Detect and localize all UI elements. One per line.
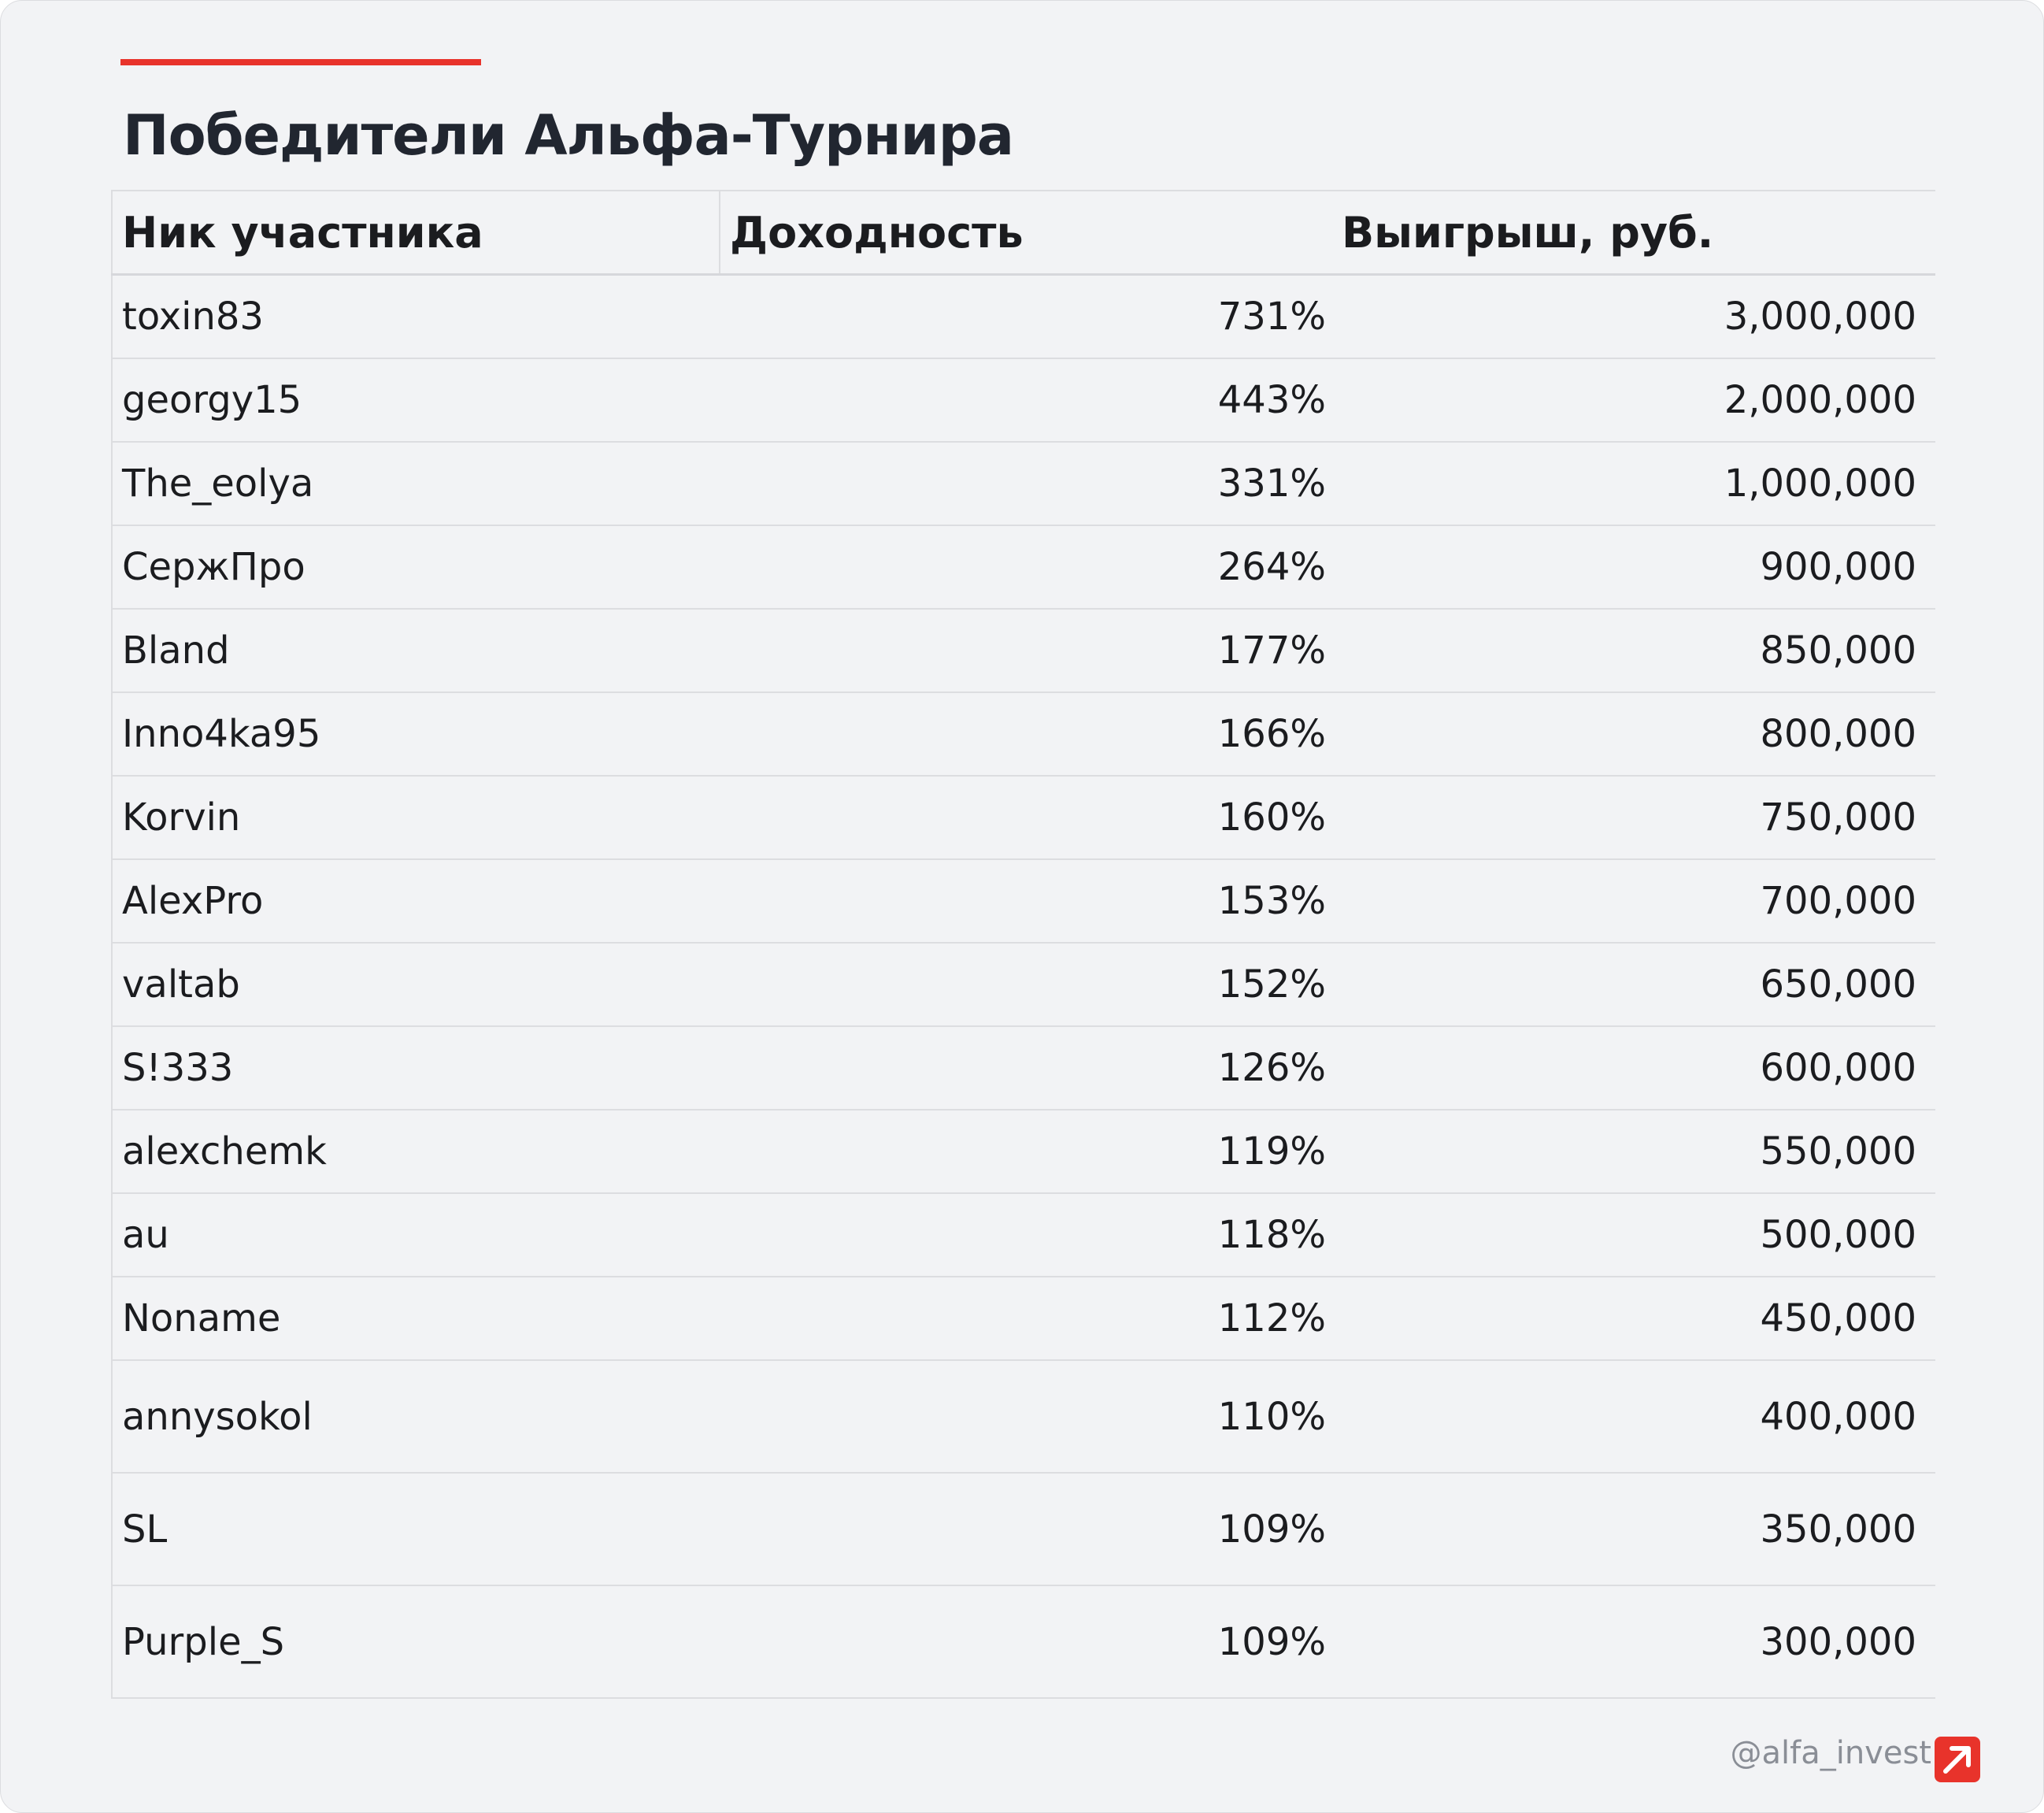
return-cell: 264% <box>720 525 1334 609</box>
return-cell: 118% <box>720 1193 1334 1277</box>
prize-cell: 850,000 <box>1334 609 1935 692</box>
prize-cell: 600,000 <box>1334 1026 1935 1110</box>
winners-table <box>111 190 1935 1699</box>
return-cell: 160% <box>720 776 1334 859</box>
table-row <box>112 859 1935 943</box>
table-row <box>112 1193 1935 1277</box>
return-cell: 443% <box>720 358 1334 442</box>
return-cell: 109% <box>720 1473 1334 1585</box>
return-cell: 331% <box>720 442 1334 525</box>
table-row <box>112 525 1935 609</box>
alfa-arrow-logo-icon <box>1935 1737 1980 1782</box>
nick-cell: S!333 <box>112 1026 720 1110</box>
return-cell: 153% <box>720 859 1334 943</box>
nick-cell: СержПро <box>112 525 720 609</box>
table-row <box>112 776 1935 859</box>
table-header-row <box>112 191 1935 275</box>
table-row <box>112 358 1935 442</box>
nick-cell: SL <box>112 1473 720 1585</box>
return-cell: 119% <box>720 1110 1334 1193</box>
prize-cell: 3,000,000 <box>1334 275 1935 359</box>
table-row <box>112 609 1935 692</box>
prize-cell: 300,000 <box>1334 1585 1935 1698</box>
prize-cell: 500,000 <box>1334 1193 1935 1277</box>
prize-cell: 550,000 <box>1334 1110 1935 1193</box>
table-row <box>112 1026 1935 1110</box>
table-row <box>112 692 1935 776</box>
return-cell: 177% <box>720 609 1334 692</box>
prize-cell: 450,000 <box>1334 1277 1935 1360</box>
accent-line <box>120 59 481 65</box>
column-header-prize: Выигрыш, руб. <box>1334 191 1935 275</box>
nick-cell: valtab <box>112 943 720 1026</box>
social-handle: @alfa_invest <box>1730 1735 1931 1771</box>
table-row <box>112 442 1935 525</box>
prize-cell: 650,000 <box>1334 943 1935 1026</box>
nick-cell: alexchemk <box>112 1110 720 1193</box>
table-row <box>112 1585 1935 1698</box>
return-cell: 110% <box>720 1360 1334 1473</box>
nick-cell: Inno4ka95 <box>112 692 720 776</box>
prize-cell: 900,000 <box>1334 525 1935 609</box>
nick-cell: toxin83 <box>112 275 720 359</box>
prize-cell: 750,000 <box>1334 776 1935 859</box>
winners-table-container <box>111 190 1935 1699</box>
prize-cell: 800,000 <box>1334 692 1935 776</box>
return-cell: 731% <box>720 275 1334 359</box>
column-header-nick: Ник участника <box>112 191 720 275</box>
prize-cell: 2,000,000 <box>1334 358 1935 442</box>
prize-cell: 400,000 <box>1334 1360 1935 1473</box>
table-row <box>112 943 1935 1026</box>
nick-cell: The_eolya <box>112 442 720 525</box>
prize-cell: 1,000,000 <box>1334 442 1935 525</box>
table-row <box>112 1277 1935 1360</box>
nick-cell: au <box>112 1193 720 1277</box>
return-cell: 126% <box>720 1026 1334 1110</box>
nick-cell: Noname <box>112 1277 720 1360</box>
nick-cell: annysokol <box>112 1360 720 1473</box>
nick-cell: georgy15 <box>112 358 720 442</box>
prize-cell: 350,000 <box>1334 1473 1935 1585</box>
nick-cell: Bland <box>112 609 720 692</box>
nick-cell: Korvin <box>112 776 720 859</box>
page-title: Победители Альфа-Турнира <box>123 103 1014 168</box>
table-row <box>112 1360 1935 1473</box>
column-header-return: Доходность <box>720 191 1334 275</box>
table-row <box>112 275 1935 359</box>
return-cell: 112% <box>720 1277 1334 1360</box>
return-cell: 109% <box>720 1585 1334 1698</box>
return-cell: 166% <box>720 692 1334 776</box>
table-row <box>112 1110 1935 1193</box>
return-cell: 152% <box>720 943 1334 1026</box>
prize-cell: 700,000 <box>1334 859 1935 943</box>
table-row <box>112 1473 1935 1585</box>
nick-cell: AlexPro <box>112 859 720 943</box>
nick-cell: Purple_S <box>112 1585 720 1698</box>
